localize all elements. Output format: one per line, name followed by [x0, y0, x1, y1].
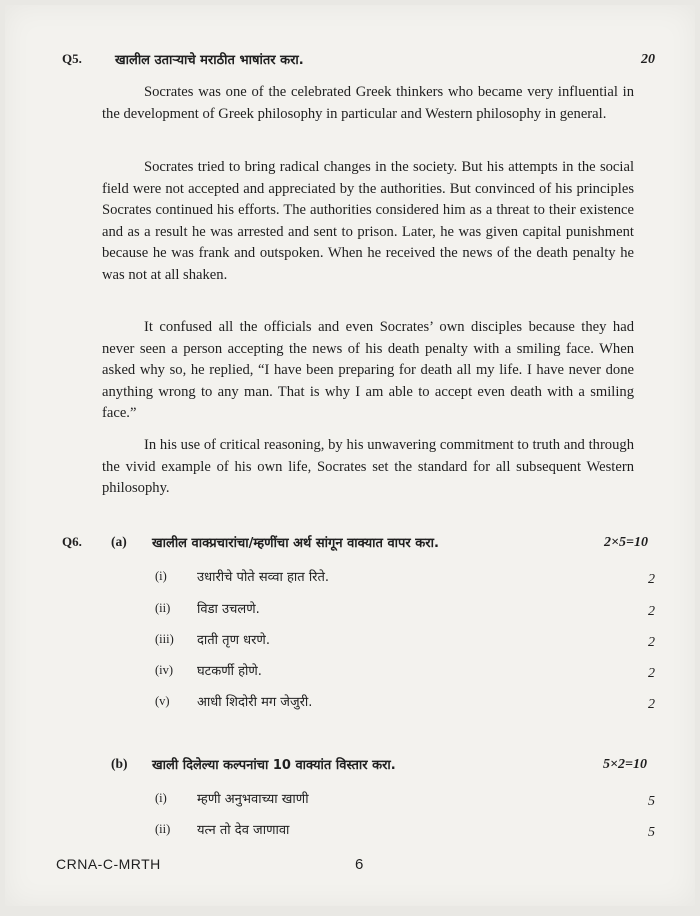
exam-page: [5, 5, 695, 906]
q6b-item-1-label: (i): [155, 791, 167, 805]
q6a-item-1-text: उधारीचे पोते सव्वा हात रिते.: [197, 570, 330, 585]
q6b-marks: 5×2=10: [603, 757, 647, 772]
q6-number: Q6.: [62, 534, 82, 549]
q6a-item-3-label: (iii): [155, 632, 174, 646]
q6b-heading: खाली दिलेल्या कल्पनांचा 10 वाक्यांत विस्तार करा.: [152, 758, 396, 773]
q6a-item-3-marks: 2: [648, 635, 655, 650]
q5-number: Q5.: [62, 51, 82, 66]
q6b-item-2-label: (ii): [155, 822, 171, 836]
q6a-item-1-marks: 2: [648, 572, 655, 587]
q6b-item-2-marks: 5: [648, 825, 655, 840]
q6a-item-3-text: दाती तृण धरणे.: [197, 633, 270, 648]
q6a-item-5-label: (v): [155, 694, 170, 708]
q6b-item-1-text: म्हणी अनुभवाच्या खाणी: [197, 792, 309, 807]
q6a-label: (a): [111, 534, 127, 549]
q6b-item-1-marks: 5: [648, 794, 655, 809]
q5-paragraph-4: In his use of critical reasoning, by his unwavering commitment to truth and through the vivid example of his own life, Socrates set the standard for all subsequent Western philosophy.: [102, 437, 634, 496]
q6a-item-5-text: आधी शिदोरी मग जेजुरी.: [197, 695, 313, 710]
footer-paper-code: CRNA-C-MRTH: [56, 856, 161, 872]
q6a-marks: 2×5=10: [604, 535, 648, 550]
q6a-item-2-marks: 2: [648, 604, 655, 619]
q6a-item-4-label: (iv): [155, 663, 174, 677]
q6a-item-2-text: विडा उचलणे.: [197, 602, 260, 617]
q5-marks: 20: [641, 52, 655, 67]
q6a-item-5-marks: 2: [648, 697, 655, 712]
q6a-item-2-label: (ii): [155, 601, 171, 615]
q5-heading: खालील उताऱ्याचे मराठीत भाषांतर करा.: [115, 53, 304, 68]
q5-paragraph-1: Socrates was one of the celebrated Greek thinkers who became very influential in the development of Greek philosophy in particular and Western philosophy in general.: [102, 84, 634, 122]
footer-page-number: 6: [355, 856, 364, 873]
q5-paragraph-3: It confused all the officials and even Socrates’ own disciples because they had never seen a person accepting the news of his death penalty with a smiling face. When asked why so, he replied, “I have been preparing for death all my life. I have never done anything wrong to any man. That is why I am able to accept even death with a smiling face.”: [102, 319, 634, 421]
q6a-item-4-text: घटकर्णी होणे.: [197, 664, 262, 679]
q5-paragraph-2: Socrates tried to bring radical changes in the society. But his attempts in the social field were not accepted and appreciated by the authorities. But convinced of his principles Socrates continued his efforts. The authorities considered him as a threat to their existence and as a result he was arrested and sent to prison. Later, he was given capital punishment because he was frank and outspoken. When he received the news of the death penalty he was not at all shaken.: [102, 159, 634, 283]
q6a-item-1-label: (i): [155, 569, 167, 583]
q6b-item-2-text: यत्न तो देव जाणावा: [197, 823, 290, 838]
q6a-heading: खालील वाक्प्रचारांचा/म्हणींचा अर्थ सांगून वाक्यात वापर करा.: [152, 536, 439, 551]
q6b-label: (b): [111, 756, 128, 771]
q6a-item-4-marks: 2: [648, 666, 655, 681]
